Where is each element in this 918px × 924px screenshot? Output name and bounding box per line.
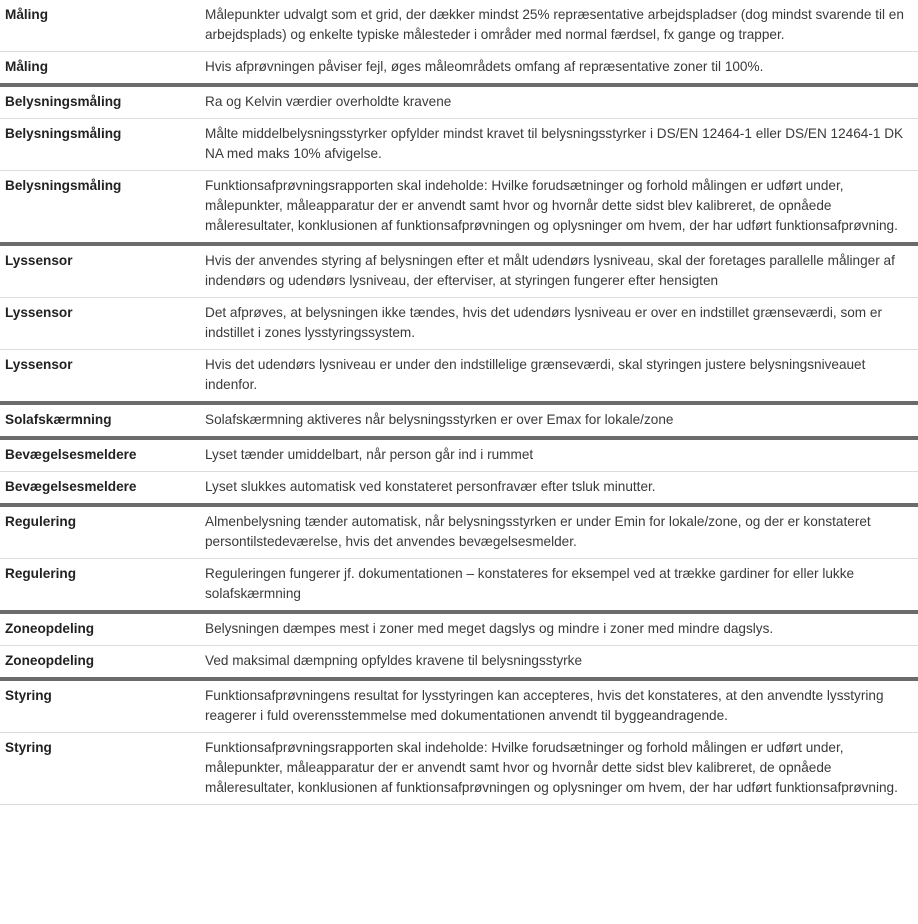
description-cell: Lyset tænder umiddelbart, når person går ind i rummet — [200, 438, 918, 472]
category-cell: Belysningsmåling — [0, 171, 200, 245]
description-cell: Hvis afprøvningen påviser fejl, øges måleområdets omfang af repræsentative zoner til 100%. — [200, 52, 918, 86]
description-cell: Hvis det udendørs lysniveau er under den indstillelige grænseværdi, skal styringen justere belysningsniveauet indenfor. — [200, 350, 918, 404]
description-cell: Ra og Kelvin værdier overholdte kravene — [200, 85, 918, 119]
description-cell: Funktionsafprøvningsrapporten skal indeholde: Hvilke forudsætninger og forhold målingen er udført under, målepunkter, måleapparatur der er anvendt samt hvor og hvornår dette sidst blev kalibreret, de opnåede måleresultater, konklusionen af funktionsafprøvningen og oplysninger om hvem, der har udført funktionsafprøvning. — [200, 171, 918, 245]
description-cell: Funktionsafprøvningsrapporten skal indeholde: Hvilke forudsætninger og forhold målingen er udført under, målepunkter, måleapparatur der er anvendt samt hvor og hvornår dette sidst blev kalibreret, de opnåede måleresultater, konklusionen af funktionsafprøvningen og oplysninger om hvem, der har udført funktionsafprøvning. — [200, 733, 918, 805]
category-cell: Bevægelsesmeldere — [0, 438, 200, 472]
category-cell: Regulering — [0, 559, 200, 613]
category-cell: Regulering — [0, 505, 200, 559]
category-cell: Lyssensor — [0, 350, 200, 404]
category-cell: Måling — [0, 52, 200, 86]
description-cell: Belysningen dæmpes mest i zoner med meget dagslys og mindre i zoner med mindre dagslys. — [200, 612, 918, 646]
table-row — [0, 612, 918, 646]
description-cell: Målepunkter udvalgt som et grid, der dækker mindst 25% repræsentative arbejdspladser (dog mindst svarende til en arbejdsplads) og enkelte typiske målesteder i områder med normal færdsel, fx gange og trapper. — [200, 0, 918, 52]
table-row — [0, 403, 918, 438]
table-row — [0, 679, 918, 733]
table-row — [0, 350, 918, 404]
category-cell: Styring — [0, 679, 200, 733]
table-row — [0, 298, 918, 350]
description-cell: Lyset slukkes automatisk ved konstateret personfravær efter tsluk minutter. — [200, 472, 918, 506]
category-cell: Lyssensor — [0, 244, 200, 298]
category-cell: Belysningsmåling — [0, 85, 200, 119]
description-cell: Det afprøves, at belysningen ikke tændes, hvis det udendørs lysniveau er over en indstillet grænseværdi, som er indstillet i zones lysstyringssystem. — [200, 298, 918, 350]
description-cell: Målte middelbelysningsstyrker opfylder mindst kravet til belysningsstyrker i DS/EN 12464-1 eller DS/EN 12464-1 DK NA med maks 10% afvigelse. — [200, 119, 918, 171]
table-row — [0, 85, 918, 119]
category-cell: Solafskærmning — [0, 403, 200, 438]
table-row — [0, 52, 918, 86]
table-row — [0, 472, 918, 506]
description-cell: Funktionsafprøvningens resultat for lysstyringen kan accepteres, hvis det konstateres, at den anvendte lysstyring reagerer i fuld overensstemmelse med dokumentationen anvendt til byggeandragende. — [200, 679, 918, 733]
category-cell: Måling — [0, 0, 200, 52]
category-cell: Bevægelsesmeldere — [0, 472, 200, 506]
table-row — [0, 505, 918, 559]
category-cell: Belysningsmåling — [0, 119, 200, 171]
table-row — [0, 244, 918, 298]
description-cell: Hvis der anvendes styring af belysningen efter et målt udendørs lysniveau, skal der foretages parallelle målinger af indendørs og udendørs lysniveau, der efterviser, at styringen fungerer efter hensigten — [200, 244, 918, 298]
description-cell: Ved maksimal dæmpning opfyldes kravene til belysningsstyrke — [200, 646, 918, 680]
table-row — [0, 0, 918, 52]
description-cell: Solafskærmning aktiveres når belysningsstyrken er over Emax for lokale/zone — [200, 403, 918, 438]
category-cell: Styring — [0, 733, 200, 805]
table-row — [0, 559, 918, 613]
table-row — [0, 119, 918, 171]
description-cell: Reguleringen fungerer jf. dokumentationen – konstateres for eksempel ved at trække gardiner for eller lukke solafskærmning — [200, 559, 918, 613]
category-cell: Zoneopdeling — [0, 612, 200, 646]
table-row — [0, 646, 918, 680]
category-cell: Zoneopdeling — [0, 646, 200, 680]
table-row — [0, 171, 918, 245]
category-cell: Lyssensor — [0, 298, 200, 350]
table-row — [0, 438, 918, 472]
table-row — [0, 733, 918, 805]
description-cell: Almenbelysning tænder automatisk, når belysningsstyrken er under Emin for lokale/zone, og der er konstateret persontilstedeværelse, hvis det anvendes bevægelsesmelder. — [200, 505, 918, 559]
